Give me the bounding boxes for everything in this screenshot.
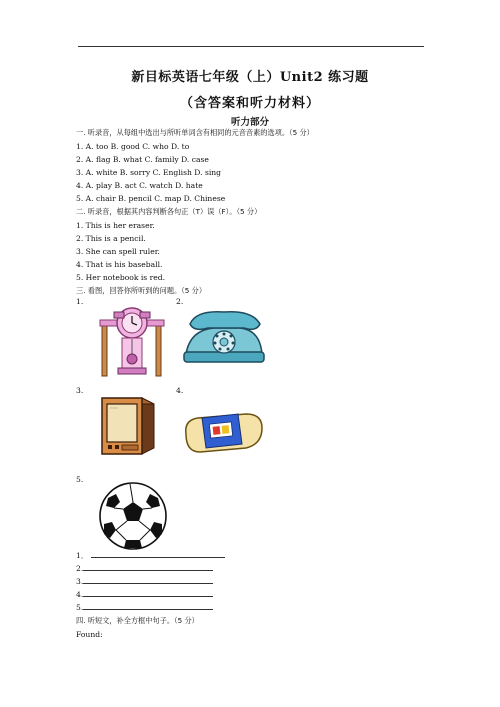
part1-item: 5. A. chair B. pencil C. map D. Chinese	[76, 194, 226, 203]
part2-item: 2. This is a pencil.	[76, 234, 146, 243]
document-title: 新目标英语七年级（上）Unit2 练习题	[131, 70, 369, 85]
part2-item: 4. That is his baseball.	[76, 260, 163, 269]
part2-instruction: 二. 听录音，根据其内容判断各句正（T）误（F）。（5 分）	[76, 207, 262, 216]
answer-label: 5.	[76, 603, 84, 612]
eraser-picture	[180, 406, 266, 456]
answer-blank[interactable]	[83, 576, 213, 584]
part3-instruction: 三. 看图，回答你所听到的问题。（5 分）	[76, 286, 207, 295]
answer-line	[76, 550, 225, 561]
answer-line	[76, 563, 213, 574]
picture-number: 3.	[76, 386, 84, 395]
part4-instruction: 四. 听短文，补全方框中句子。（5 分）	[76, 616, 199, 625]
answer-label: 3.	[76, 577, 84, 586]
top-rule	[78, 46, 424, 47]
part1-item: 4. A. play B. act C. watch D. hate	[76, 181, 203, 190]
part1-item: 2. A. flag B. what C. family D. case	[76, 155, 209, 164]
picture-number: 1.	[76, 297, 84, 306]
picture-number: 5.	[76, 475, 84, 484]
answer-label: 2.	[76, 564, 84, 573]
picture-number: 4.	[176, 386, 184, 395]
answer-blank[interactable]	[83, 563, 213, 571]
section-heading: 听力部分	[230, 117, 269, 128]
television-picture	[98, 392, 158, 456]
answer-blank[interactable]	[83, 589, 213, 597]
soccer-ball-picture	[94, 480, 172, 552]
answer-line	[76, 576, 213, 587]
part2-item: 3. She can spell ruler.	[76, 247, 160, 256]
answer-blank[interactable]	[91, 550, 225, 558]
answer-blank[interactable]	[83, 602, 213, 610]
answer-label: 4.	[76, 590, 84, 599]
clock-picture	[94, 306, 170, 378]
part2-item: 5. Her notebook is red.	[76, 273, 165, 282]
picture-number: 2.	[176, 297, 184, 306]
answer-line	[76, 589, 213, 600]
part1-instruction: 一. 听录音，从每组中选出与所听单词含有相同的元音音素的选项。（5 分）	[76, 128, 314, 137]
answer-line	[76, 602, 213, 613]
telephone-picture	[180, 306, 268, 368]
found-label: Found:	[76, 630, 103, 639]
answer-label: 1．	[76, 551, 89, 560]
part1-item: 3. A. white B. sorry C. English D. sing	[76, 168, 222, 177]
document-subtitle: （含答案和听力材料）	[179, 96, 320, 111]
part2-item: 1. This is her eraser.	[76, 221, 155, 230]
part1-item: 1. A. too B. good C. who D. to	[76, 142, 190, 151]
